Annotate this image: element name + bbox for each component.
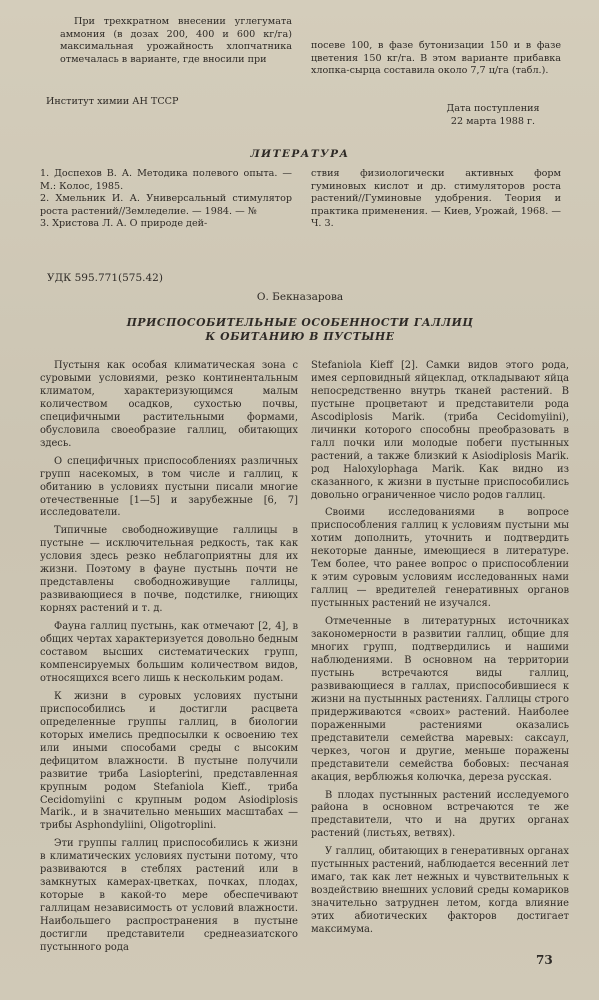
article-title-line2: К ОБИТАНИЮ В ПУСТЫНЕ — [205, 330, 395, 343]
reference-3: 3. Христова Л. А. О природе дей- — [40, 218, 208, 230]
paragraph: Эти группы галлиц приспособились к жизни в климатических условиях пустыни потому, что развиваются в стеблях растений или в замкнутых камерах-цветках, почках, плодах, которые в какой-то мере обеспечивают галлицам независимость от условий влажности. Наибольшего распространения в пустыне достигли представители среднеазиатского пустынного рода — [40, 838, 298, 953]
right-column — [311, 360, 569, 937]
institute-line — [46, 96, 286, 109]
received-date: 22 марта 1988 г. — [450, 115, 536, 127]
top-left-text: При трехкратном внесении углегумата аммония (в дозах 200, 400 и 600 кг/га) максимальная урожайность хлопчатника отмечалась в варианте, где вносили при — [60, 16, 292, 65]
top-right-paragraph — [311, 40, 561, 78]
paragraph: Своими исследованиями в вопросе приспособления галлиц к условиям пустыни мы хотим дополнить, уточнить и подтвердить некоторые данные, имеющиеся в литературе. Тем более, что ранее вопрос о приспособлении к этим суровым условиям исследованных нами галлиц — вредителей генеративных органов пустынных растений не изучался. — [311, 507, 569, 610]
paragraph: О специфичных приспособлениях различных групп насекомых, в том числе и галлиц, к обитанию в условиях пустыни писали многие отечественные [1—5] и зарубежные [6, 7] исследователи. — [40, 455, 298, 519]
udc-code: УДК 595.771(575.42) — [47, 272, 163, 284]
literature-right — [311, 168, 561, 231]
paragraph: Пустыня как особая климатическая зона с суровыми условиями, резко континентальным климатом, характеризующимся малым количеством осадков, сухостью почвы, специфичными растительными формами, обусловила своеобразие галлиц, обитающих здесь. — [40, 360, 298, 449]
paragraph: Отмеченные в литературных источниках закономерности в развитии галлиц, общие для многих групп, подтвердились и нашими наблюдениями. В основном на территории пустынь встречаются виды галлиц, развивающиеся в галлах, приспособившиеся к жизни на пустынных растениях. Галлицы строго придерживаются «своих» растений. Наиболее пораженными растениями оказались представители семейства маревых: саксаул, черкез, чогон и другие, меньше поражены представители семейства бобовых: песчаная акация, верблюжья колючка, дереза русская. — [311, 616, 569, 783]
article-title-line1: ПРИСПОСОБИТЕЛЬНЫЕ ОСОБЕННОСТИ ГАЛЛИЦ — [126, 316, 474, 329]
page-number: 73 — [536, 953, 553, 967]
article-title — [40, 316, 560, 344]
reference-2: 2. Хмельник И. А. Универсальный стимулятор роста растений//Земледелие. — 1984. — № — [40, 193, 292, 217]
received-date-block — [418, 103, 568, 128]
reference-1: 1. Доспехов В. А. Методика полевого опыта. — М.: Колос, 1985. — [40, 168, 292, 192]
left-column — [40, 360, 298, 955]
top-left-paragraph — [60, 16, 292, 66]
paragraph: К жизни в суровых условиях пустыни приспособились и достигли расцвета определенные группы галлиц, в биологии которых имелись предпосылки к освоению тех или иными способами среды с высоким дефицитом влажности. В пустыне получили развитие триба Lasiopterini, представленная крупным родом Stefaniola Kieff., триба Cecidomyiini с крупным родом Asiodiplosis Marik., и в значительно меньших масштабах — трибы Asphondyliini, Oligotroplini. — [40, 690, 298, 832]
top-right-text: посеве 100, в фазе бутонизации 150 и в фазе цветения 150 кг/га. В этом варианте прибавка хлопка-сырца составила около 7,7 ц/га (табл.). — [311, 40, 561, 77]
paragraph: Фауна галлиц пустынь, как отмечают [2, 4], в общих чертах характеризуется довольно бедным составом высших систематических групп, компенсируемых большим количеством видов, относящихся всего лишь к нескольким родам. — [40, 621, 298, 684]
reference-3-cont: ствия физиологически активных форм гуминовых кислот и др. стимуляторов роста растений//Гуминовые удобрения. Теория и практика применения. — Киев, Урожай, 1968. — Ч. 3. — [311, 168, 561, 230]
paragraph: У галлиц, обитающих в генеративных органах пустынных растений, наблюдается весенний лет имаго, так как лет нежных и чувствительных к воздействию внешних условий среды комариков значительно затруднен летом, когда влияние этих абиотических факторов достигает максимума. — [311, 846, 569, 936]
article-author: О. Бекназарова — [256, 291, 344, 303]
received-label: Дата поступления — [446, 103, 540, 114]
paragraph: В плодах пустынных растений исследуемого района в основном встречаются те же представители, что и на других органах растений (листьях, ветвях). — [311, 789, 569, 840]
institute-text: Институт химии АН ТССР — [46, 96, 179, 107]
paragraph: Типичные свободноживущие галлицы в пустыне — исключительная редкость, так как условия здесь резко неблагоприятны для их жизни. Поэтому в фауне пустынь почти не представлены свободноживущие галлицы, развивающиеся в почве, подстилке, гниющих корнях растений и т. д. — [40, 525, 298, 615]
literature-left — [40, 168, 292, 231]
literature-heading: ЛИТЕРАТУРА — [250, 148, 350, 160]
paragraph: Stefaniola Kieff [2]. Самки видов этого рода, имея серповидный яйцеклад, откладывают яйца непосредственно внутрь тканей растений. В пустыне процветают и представители рода Ascodiplosis Marik. (триба Cecidomyiini), личинки которого способны преобразовать в галл почки или молодые побеги пустынных растений, а также близкий к Asiodiplosis Marik. род Haloxylophaga Marik. Как видно из сказанного, к жизни в пустыне приспособились довольно ограниченное число родов галлиц. — [311, 360, 569, 501]
